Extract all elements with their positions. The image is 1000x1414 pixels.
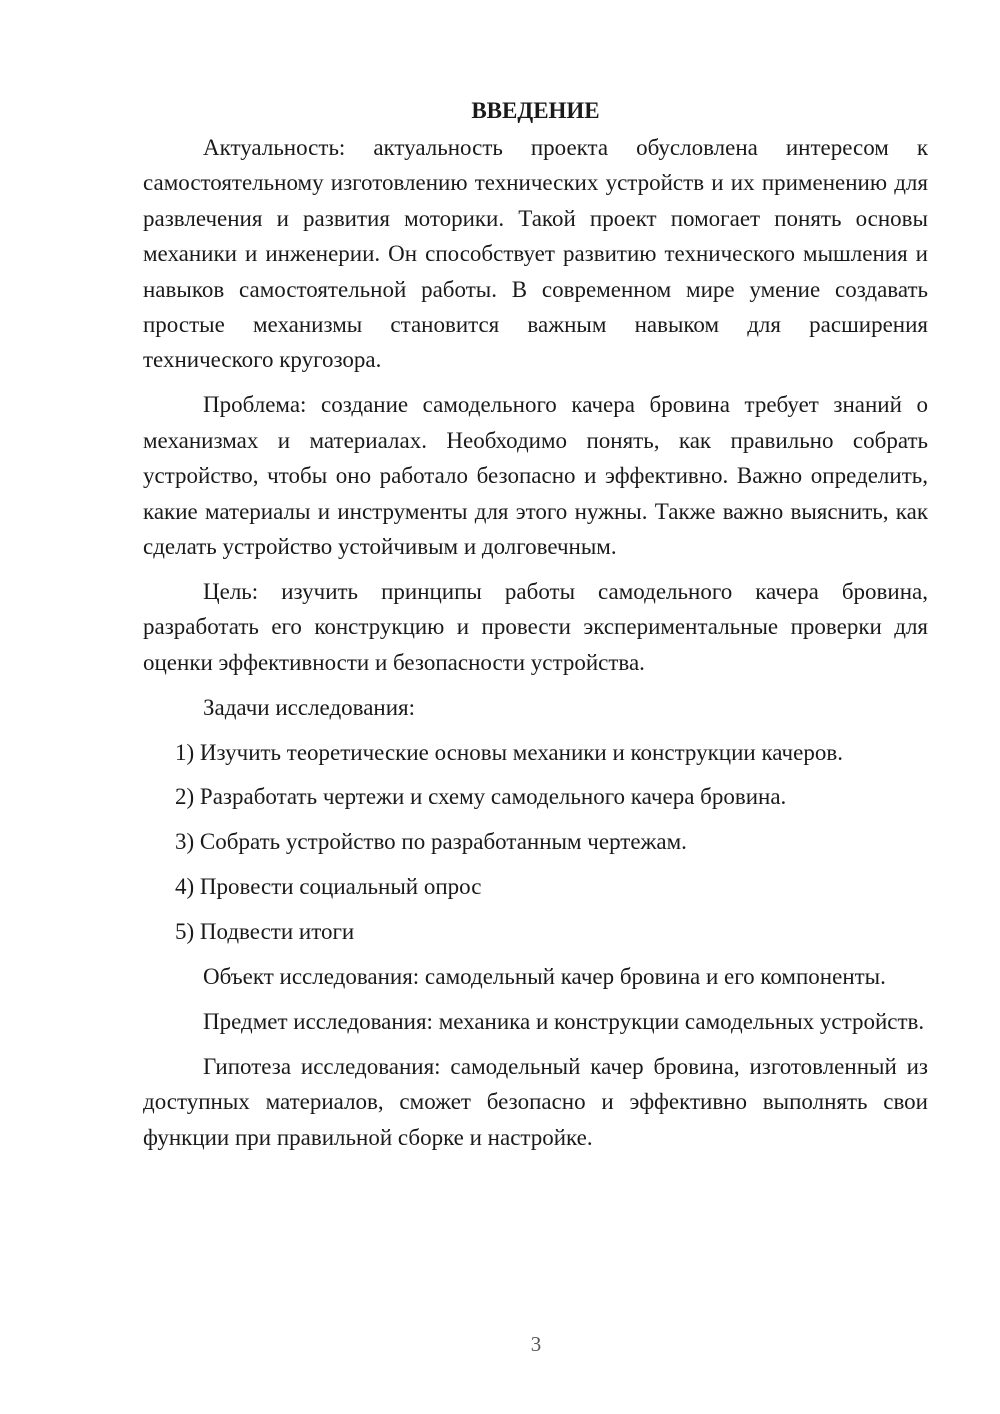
page-content xyxy=(143,93,928,1165)
task-item: 4) Провести социальный опрос xyxy=(175,874,482,900)
section-title: ВВЕДЕНИЕ xyxy=(471,98,600,123)
page-number: 3 xyxy=(530,1332,542,1356)
task-item: 2) Разработать чертежи и схему самодельного качера бровина. xyxy=(175,784,787,810)
task-list xyxy=(143,735,928,950)
relevance-paragraph: Актуальность: актуальность проекта обусловлена интересом к самостоятельному изготовлению технических устройств и их применению для развлечения и развития моторики. Такой проект помогает понять основы механики и инженерии. Он способствует развитию технического мышления и навыков самостоятельной работы. В современном мире умение создавать простые механизмы становится важным навыком для расширения технического кругозора. xyxy=(143,135,928,373)
object-paragraph: Объект исследования: самодельный качер бровина и его компоненты. xyxy=(203,964,886,990)
task-item: 1) Изучить теоретические основы механики и конструкции качеров. xyxy=(175,739,843,765)
hypothesis-paragraph: Гипотеза исследования: самодельный качер бровина, изготовленный из доступных материалов, сможет безопасно и эффективно выполнять свои функции при правильной сборке и настройке. xyxy=(143,1053,928,1150)
subject-paragraph: Предмет исследования: механика и конструкции самодельных устройств. xyxy=(203,1008,925,1034)
task-item: 3) Собрать устройство по разработанным чертежам. xyxy=(175,829,687,855)
tasks-heading: Задачи исследования: xyxy=(203,694,416,720)
goal-paragraph: Цель: изучить принципы работы самодельного качера бровина, разработать его конструкцию и провести экспериментальные проверки для оценки эффективности и безопасности устройства. xyxy=(143,578,928,675)
task-item: 5) Подвести итоги xyxy=(175,919,355,945)
problem-paragraph: Проблема: создание самодельного качера бровина требует знаний о механизмах и материалах. Необходимо понять, как правильно собрать устройство, чтобы оно работало безопасно и эффективно. Важно определить, какие материалы и инструменты для этого нужны. Также важно выяснить, как сделать устройство устойчивым и долговечным. xyxy=(143,392,928,559)
